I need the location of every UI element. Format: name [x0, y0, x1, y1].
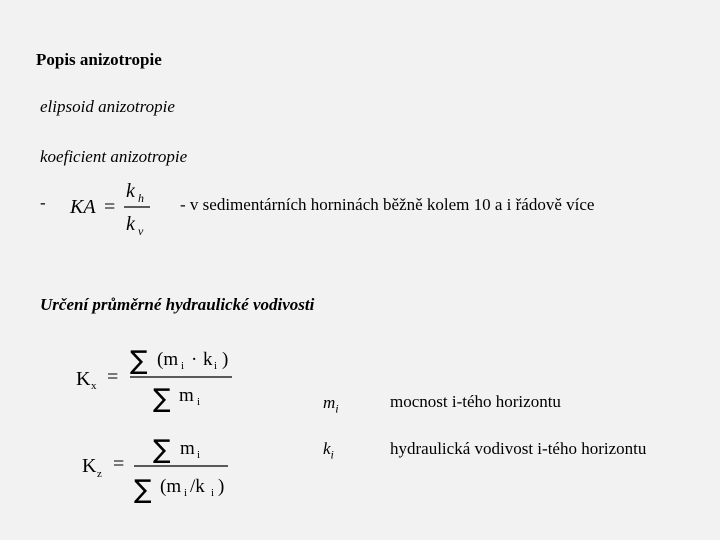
legend-symbol-k: $k_i$: [323, 439, 334, 462]
kz-lhs-sub: z: [97, 468, 102, 480]
kz-formula: [80, 430, 250, 505]
kx-lhs-sub: x: [91, 380, 97, 392]
slide-title: Popis anizotropie: [36, 50, 162, 69]
kz-den-close: ): [218, 476, 225, 497]
kz-num-sub: i: [197, 449, 201, 461]
ka-numerator-sub: h: [138, 191, 144, 205]
ka-numerator: k: [126, 180, 135, 202]
kx-formula-svg: [74, 343, 244, 415]
kz-lhs: K: [82, 455, 97, 477]
kx-den-m: m: [179, 385, 194, 406]
kx-den-sum: ∑: [153, 384, 171, 414]
anisotropy-ellipsoid-line: elipsoid anizotropie: [40, 97, 175, 116]
kx-num-sum: ∑: [130, 346, 148, 376]
kx-num-sub1: i: [181, 360, 185, 372]
ka-formula-svg: [70, 178, 160, 240]
kz-den-open: (m: [160, 476, 182, 497]
kx-equals: =: [107, 366, 119, 388]
kx-lhs: K: [76, 368, 91, 390]
bullet-dash: -: [40, 193, 46, 212]
kz-formula-svg: [80, 430, 250, 505]
kx-num-close: ): [222, 349, 229, 370]
kz-den-sub1: i: [184, 487, 188, 499]
kx-formula: [74, 343, 244, 415]
anisotropy-coefficient-line: koeficient anizotropie: [40, 147, 188, 166]
kx-num-open: (m: [157, 349, 179, 370]
ka-denominator: k: [126, 213, 135, 235]
ka-equals: =: [104, 196, 116, 218]
kx-den-sub: i: [197, 396, 201, 408]
kz-num-m: m: [180, 438, 195, 459]
ka-lhs: KA: [70, 196, 96, 218]
kz-den-slash-k: /k: [190, 476, 205, 497]
ka-formula: [70, 178, 160, 240]
legend-text-k: hydraulická vodivost i-tého horizontu: [390, 439, 647, 458]
legend-symbol-m: $m_i$: [323, 393, 339, 416]
legend-text-m: mocnost i-tého horizontu: [390, 392, 561, 411]
ka-note: - v sedimentárních horninách běžně kolem 10 a i řádově více: [180, 195, 595, 214]
section-heading: Určení průměrné hydraulické vodivosti: [40, 295, 315, 314]
kx-num-sub2: i: [214, 360, 218, 372]
kx-num-dot: ·: [191, 349, 198, 370]
kz-den-sub2: i: [211, 487, 215, 499]
kz-num-sum: ∑: [153, 435, 171, 465]
kz-equals: =: [113, 453, 125, 475]
kx-num-k: k: [203, 349, 213, 370]
ka-denominator-sub: v: [138, 224, 144, 238]
kz-den-sum: ∑: [134, 475, 152, 505]
